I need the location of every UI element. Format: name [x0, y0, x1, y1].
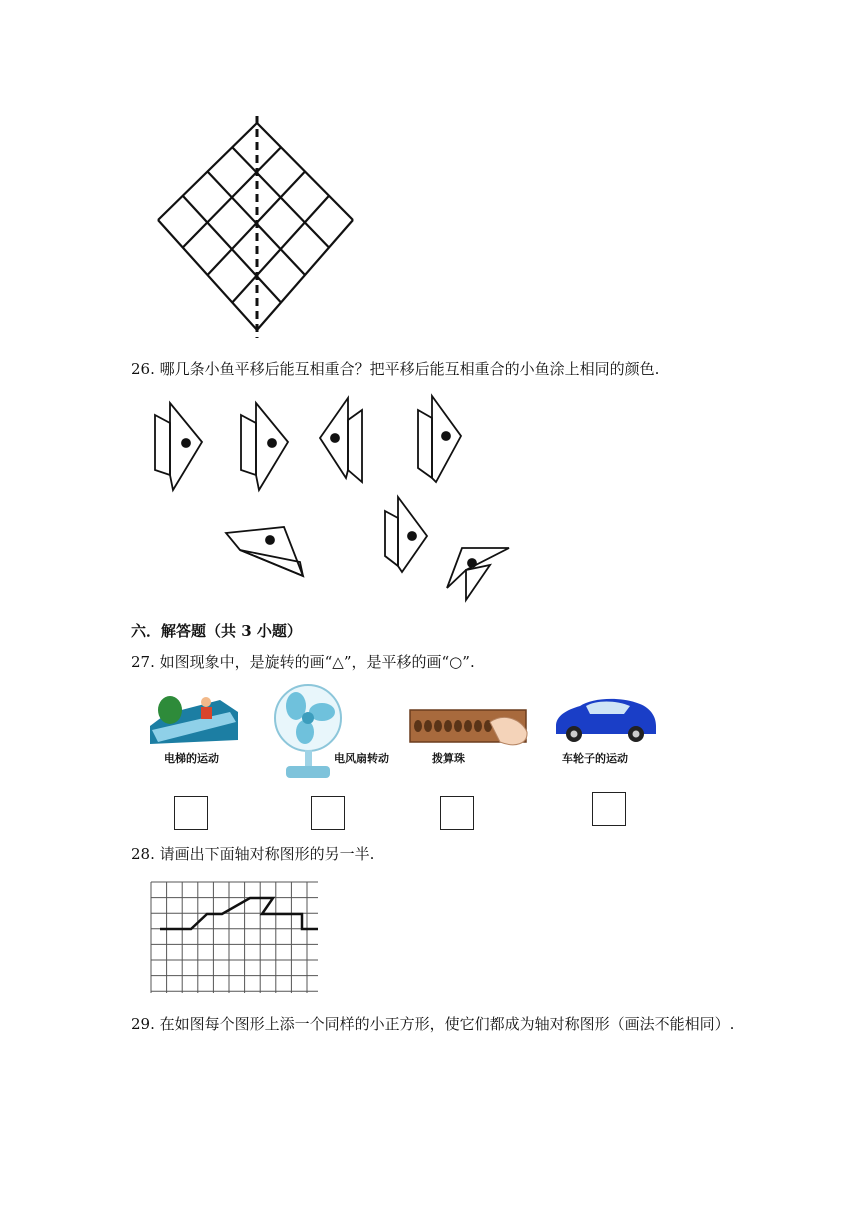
q28-text: 请画出下面轴对称图形的另一半. — [159, 845, 375, 863]
q29-number: 29. — [131, 1015, 155, 1033]
q27-number: 27. — [131, 653, 155, 671]
caption-abacus: 拨算珠 — [432, 752, 465, 765]
q26-text: 哪几条小鱼平移后能互相重合？把平移后能互相重合的小鱼涂上相同的颜色. — [159, 360, 660, 378]
section-6-title: 六．解答题（共 3 小题） — [131, 622, 302, 640]
caption-escalator: 电梯的运动 — [164, 752, 219, 765]
q26-number: 26. — [131, 360, 155, 378]
caption-fan: 电风扇转动 — [334, 752, 389, 765]
q28-number: 28. — [131, 845, 155, 863]
q27-text: 如图现象中，是旋转的画“△”，是平移的画“○”. — [159, 653, 475, 671]
q29-line — [131, 1014, 734, 1034]
caption-car-wheel: 车轮子的运动 — [562, 752, 628, 765]
q29-text: 在如图每个图形上添一个同样的小正方形，使它们都成为轴对称图形（画法不能相同）. — [159, 1015, 735, 1033]
